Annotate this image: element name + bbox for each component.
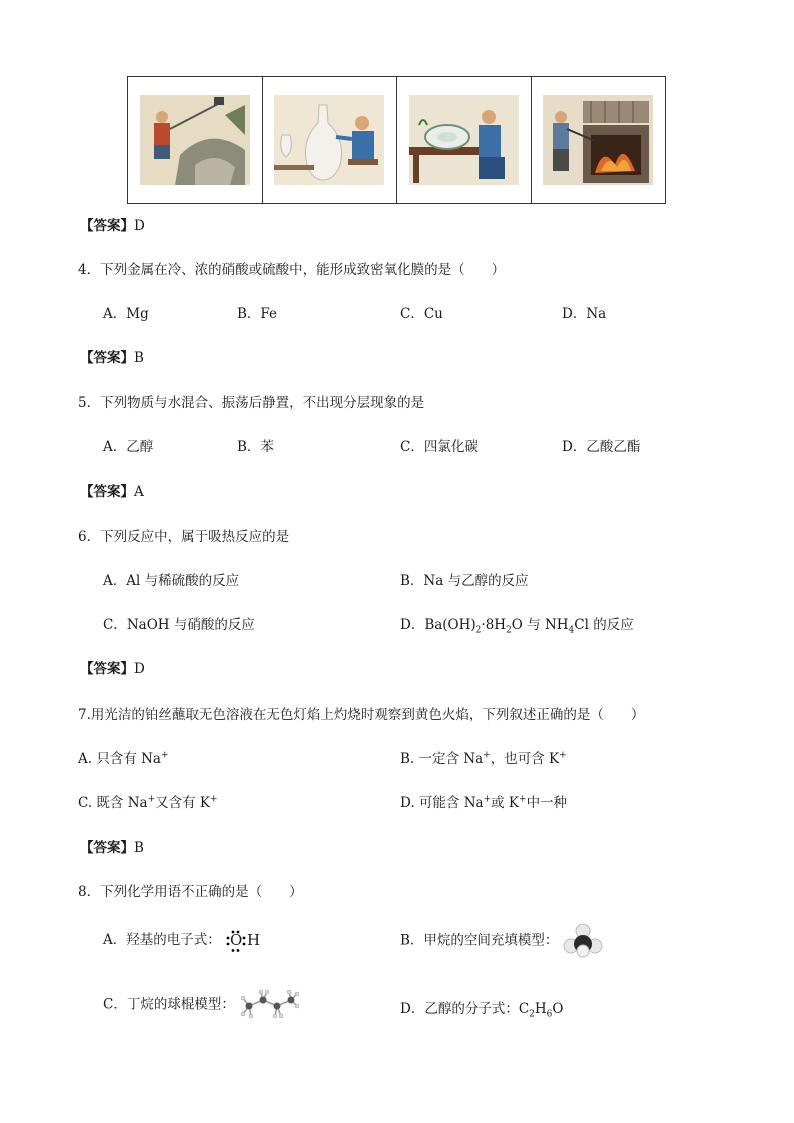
kiln-firing-painting-icon: [543, 95, 653, 185]
q3-answer: [80, 214, 145, 234]
q4-option-d: D．Na: [562, 306, 607, 322]
superscript: +: [483, 750, 491, 761]
superscript: +: [483, 794, 492, 805]
subscript: 6: [546, 1009, 553, 1020]
option-text: C. 既含 Na: [78, 795, 148, 811]
question-7-stem: 7.用光洁的铂丝蘸取无色溶液在无色灯焰上灼烧时观察到黄色火焰，下列叙述正确的是（ ）: [78, 707, 645, 723]
question-4-stem: 4．下列金属在冷、浓的硝酸或硫酸中，能形成致密氧化膜的是（ ）: [78, 262, 506, 278]
q6-answer: [80, 657, 145, 677]
image-cell-1: [128, 77, 263, 203]
formula-part: O: [552, 1001, 564, 1017]
q4-answer: [80, 346, 144, 366]
superscript: +: [210, 794, 218, 805]
option-text: C．丁烷的球棍模型：: [103, 996, 235, 1013]
q5-option-d: D．乙酸乙酯: [562, 439, 641, 455]
stone-quarrying-painting-icon: [140, 95, 250, 185]
q6-option-d: [400, 613, 634, 636]
q4-option-a: A．Mg: [103, 306, 149, 322]
q7-option-d: [400, 791, 567, 811]
superscript: +: [160, 750, 169, 761]
q6-option-b: B．Na 与乙醇的反应: [400, 573, 529, 589]
answer-value: A: [134, 484, 144, 500]
q5-option-c: C．四氯化碳: [400, 439, 478, 455]
subscript: 4: [568, 625, 575, 636]
answer-value: B: [134, 350, 144, 366]
image-table: [127, 76, 666, 204]
answer-label: 【答案】: [80, 350, 134, 366]
answer-label: 【答案】: [80, 484, 134, 500]
q7-option-b: [400, 747, 567, 767]
image-cell-4: [532, 77, 666, 203]
q5-option-b: B．苯: [237, 439, 274, 455]
question-6-stem: 6．下列反应中，属于吸热反应的是: [78, 529, 290, 545]
answer-value: D: [134, 661, 145, 677]
superscript: +: [147, 794, 156, 805]
hydrogen-symbol: H: [247, 930, 261, 949]
vase-painting-icon: [274, 95, 384, 185]
formula-part: O 与 NH: [511, 617, 569, 633]
image-cell-3: [397, 77, 532, 203]
q6-option-a: A．Al 与稀硫酸的反应: [103, 573, 240, 589]
answer-label: 【答案】: [80, 840, 134, 856]
option-text: 或 K: [491, 795, 520, 811]
option-text: 又含有 K: [155, 795, 211, 811]
q8-option-b: [400, 924, 603, 958]
answer-value: B: [134, 840, 144, 856]
question-8-stem: 8．下列化学用语不正确的是（ ）: [78, 884, 303, 900]
formula-part: Cl 的反应: [574, 617, 634, 633]
q8-option-a: [103, 928, 259, 952]
q4-option-b: B．Fe: [237, 306, 278, 322]
option-text: A．羟基的电子式：: [103, 932, 221, 948]
q8-option-c: [103, 990, 299, 1020]
q5-option-a: A．乙醇: [103, 439, 154, 455]
subscript: 2: [475, 625, 482, 636]
q4-option-c: C．Cu: [400, 306, 443, 322]
option-text: ，也可含 K: [490, 751, 560, 767]
porcelain-plate-painting-icon: [409, 95, 519, 185]
formula-part: ·8H: [481, 617, 507, 633]
formula-part: D．Ba(OH): [400, 617, 476, 633]
butane-ball-and-stick-model-icon: [239, 990, 299, 1020]
q5-answer: [80, 480, 144, 500]
option-text: 中一种: [526, 795, 568, 811]
question-5-stem: 5．下列物质与水混合、振荡后静置，不出现分层现象的是: [78, 395, 425, 411]
option-text: D. 可能含 Na: [400, 795, 484, 811]
hydroxyl-electron-formula: [225, 930, 259, 952]
superscript: +: [559, 750, 567, 761]
oxygen-symbol: O: [230, 930, 243, 949]
q7-option-a: [78, 747, 169, 767]
superscript: +: [519, 794, 527, 805]
q8-option-d: [400, 997, 563, 1020]
formula-part: D．乙醇的分子式：C: [400, 1001, 530, 1017]
option-text: B．甲烷的空间充填模型：: [400, 932, 559, 949]
subscript: 2: [529, 1009, 535, 1020]
formula-part: H: [534, 1001, 547, 1017]
option-text: B. 一定含 Na: [400, 751, 484, 767]
option-text: A. 只含有 Na: [78, 751, 161, 767]
methane-space-filling-model-icon: [563, 924, 603, 958]
q7-option-c: [78, 791, 218, 811]
answer-label: 【答案】: [80, 661, 134, 677]
answer-value: D: [134, 218, 145, 234]
q7-answer: [80, 836, 144, 856]
subscript: 2: [506, 625, 512, 636]
answer-label: 【答案】: [80, 218, 134, 234]
q6-option-c: C．NaOH 与硝酸的反应: [103, 617, 255, 633]
image-cell-2: [263, 77, 398, 203]
